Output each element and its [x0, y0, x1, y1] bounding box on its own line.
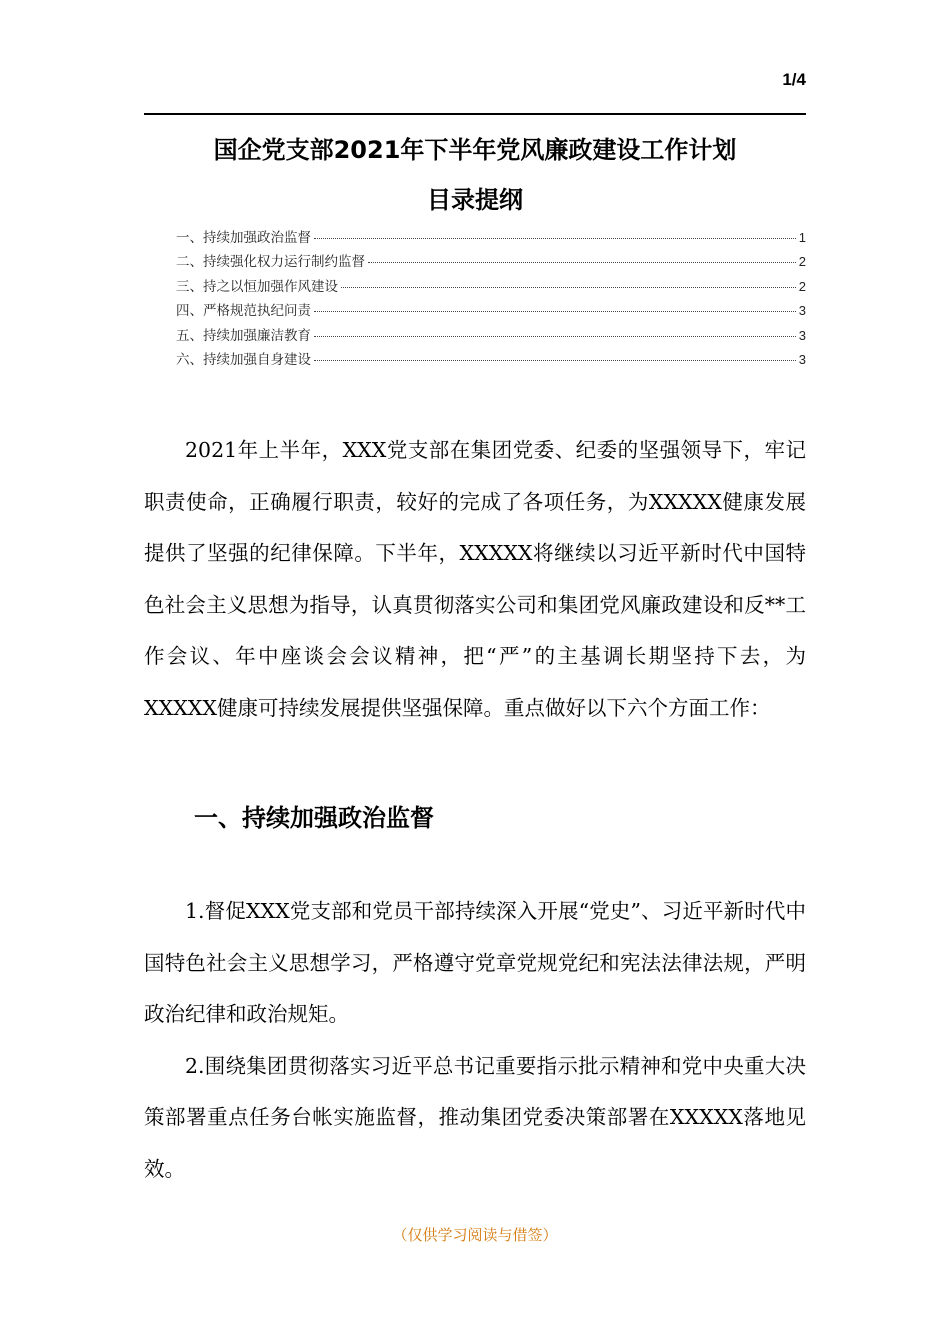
toc-entry-page: 3: [798, 351, 806, 367]
section-paragraph: 1.督促XXX党支部和党员干部持续深入开展“党史”、习近平新时代中国特色社会主义思想学习，严格遵守党章党规党纪和宪法法律法规，严明政治纪律和政治规矩。: [144, 899, 806, 1027]
page-number: 1/4: [782, 70, 806, 89]
toc-entry-page: 2: [798, 278, 806, 294]
intro-paragraph: 2021年上半年，XXX党支部在集团党委、纪委的坚强领导下，牢记职责使命，正确履行职责，较好的完成了各项任务，为XXXXX健康发展提供了坚强的纪律保障。下半年，XXXXX将继续以习近平新时代中国特色社会主义思想为指导，认真贯彻落实公司和集团党风廉政建设和反**工作会议、年中座谈会会议精神，把“严”的主基调长期坚持下去，为XXXXX健康可持续发展提供坚强保障。重点做好以下六个方面工作：: [144, 438, 806, 720]
toc-leader-dots: [314, 311, 796, 312]
toc-entry-label: 三、持之以恒加强作风建设: [176, 278, 338, 295]
table-of-contents: [176, 226, 806, 372]
toc-entry-label: 二、持续强化权力运行制约监督: [176, 254, 365, 271]
toc-entry-page: 3: [798, 303, 806, 319]
header-rule: [144, 113, 806, 115]
toc-entry[interactable]: [176, 275, 806, 299]
toc-leader-dots: [368, 262, 796, 263]
toc-entry[interactable]: [176, 250, 806, 274]
toc-leader-dots: [314, 336, 796, 337]
toc-entry-page: 2: [798, 254, 806, 270]
section-heading: 一、持续加强政治监督: [194, 804, 434, 832]
footer-note: （仅供学习阅读与借签）: [392, 1226, 558, 1244]
toc-entry-label: 六、持续加强自身建设: [176, 351, 311, 368]
section-paragraph: 2.围绕集团贯彻落实习近平总书记重要指示批示精神和党中央重大决策部署重点任务台帐实施监督，推动集团党委决策部署在XXXXX落地见效。: [144, 1053, 806, 1181]
toc-entry-page: 1: [798, 230, 806, 245]
section-body: [144, 886, 806, 1196]
intro-section: [144, 425, 806, 735]
toc-entry-label: 一、持续加强政治监督: [176, 230, 311, 246]
document-title: 国企党支部2021年下半年党风廉政建设工作计划: [213, 136, 737, 164]
toc-entry[interactable]: [176, 299, 806, 323]
toc-title: 目录提纲: [427, 186, 523, 214]
toc-entry-label: 四、严格规范执纪问责: [176, 303, 311, 320]
toc-entry[interactable]: [176, 324, 806, 348]
toc-leader-dots: [314, 238, 796, 239]
toc-entry[interactable]: [176, 348, 806, 372]
toc-entry[interactable]: [176, 226, 806, 250]
toc-leader-dots: [314, 360, 796, 361]
toc-entry-page: 3: [798, 327, 806, 343]
toc-entry-label: 五、持续加强廉洁教育: [176, 327, 311, 344]
toc-leader-dots: [341, 287, 796, 288]
